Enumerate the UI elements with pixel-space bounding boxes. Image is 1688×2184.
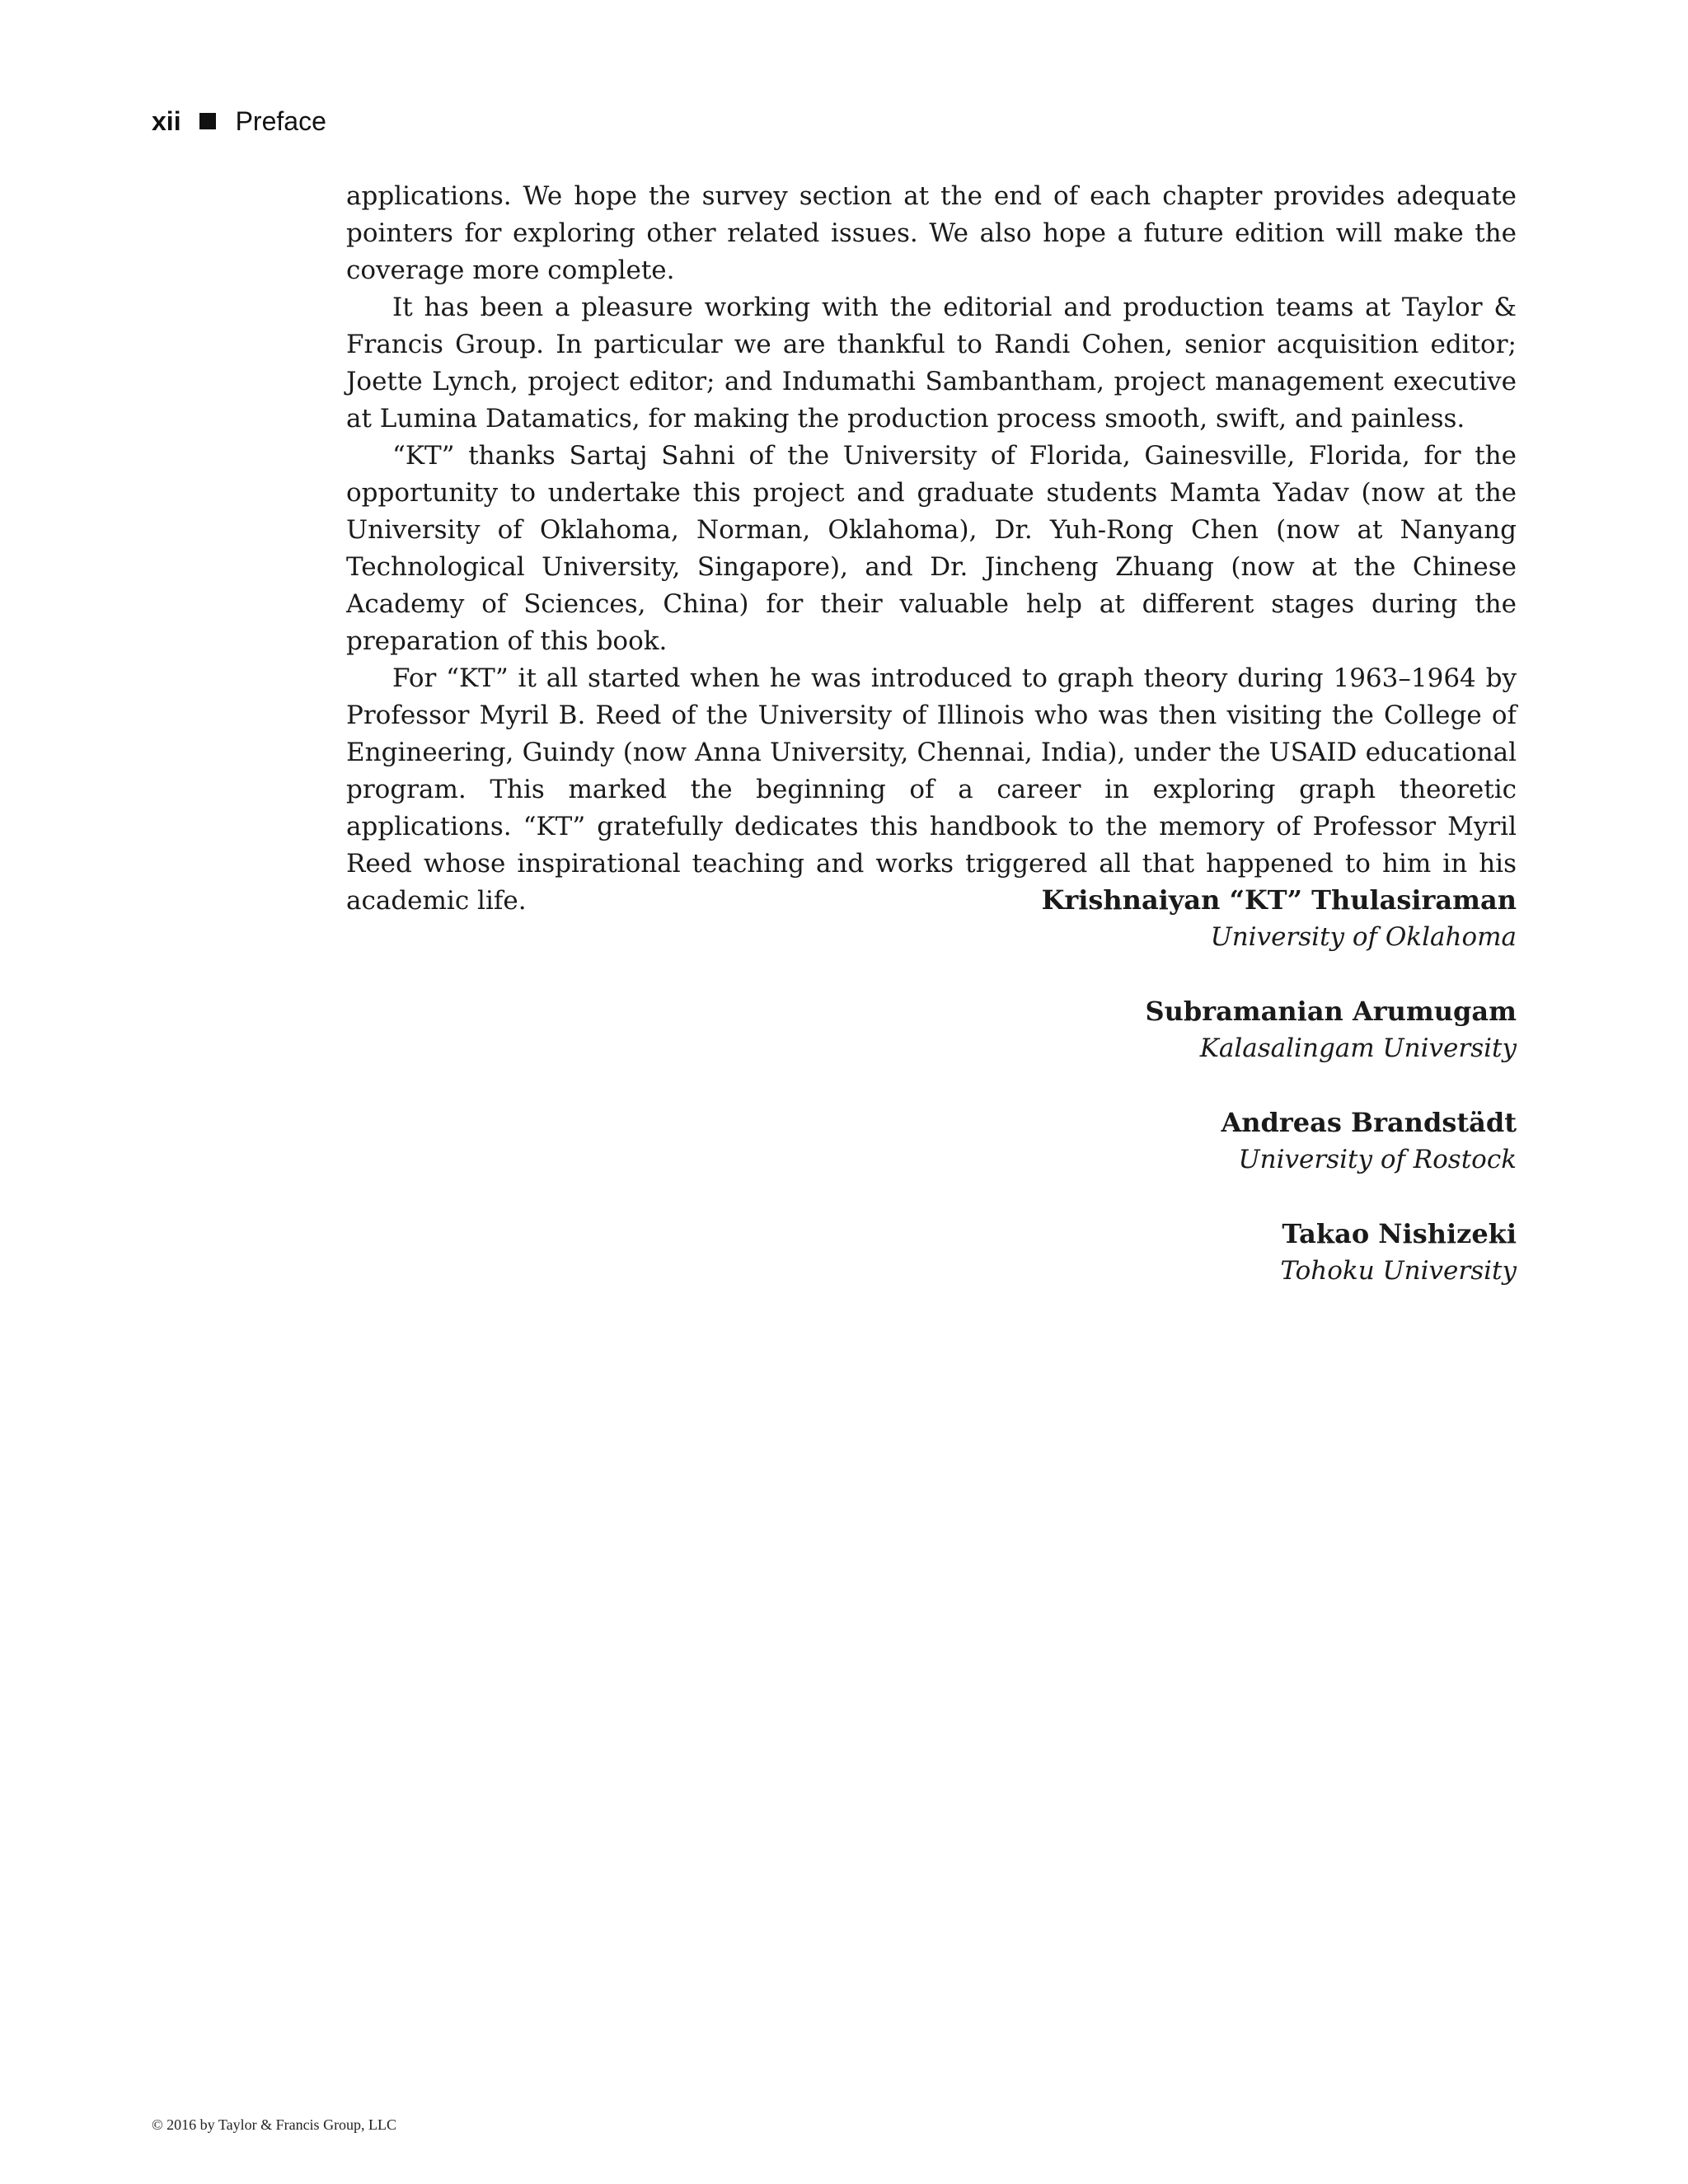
author-name: Krishnaiyan “KT” Thulasiraman <box>1041 884 1517 916</box>
running-head-section: Preface <box>235 105 326 136</box>
signature-block <box>857 993 1517 1067</box>
copyright-footer: © 2016 by Taylor & Francis Group, LLC <box>152 2116 397 2133</box>
paragraph-continued: applications. We hope the survey section at the end of each chapter provides adequate pointers for exploring other related issues. We also hope a future edition will make the coverage more complete. <box>346 181 1517 285</box>
signature-block <box>857 1216 1517 1290</box>
author-affiliation: University of Oklahoma <box>1210 922 1517 952</box>
paragraph-dedication: For “KT” it all started when he was introduced to graph theory during 1963–1964 by Professor Myril B. Reed of the University of Illinois who was then visiting the College of Engineering, Guindy (now Anna University, Chennai, India), under the USAID educational program. This marked the beginning of a career in exploring graph theoretic applications. “KT” gratefully dedicates this handbook to the memory of Professor Myril Reed whose inspirational teaching and works triggered all that happened to him in his academic life. <box>346 663 1517 916</box>
square-bullet-icon <box>199 113 216 129</box>
signature-block <box>857 1104 1517 1179</box>
author-affiliation: Tohoku University <box>1280 1256 1517 1286</box>
preface-body <box>346 178 1517 920</box>
author-name: Andreas Brandstädt <box>1221 1107 1517 1138</box>
page-number: xii <box>152 105 181 136</box>
paragraph-acknowledgement-students: “KT” thanks Sartaj Sahni of the University of Florida, Gainesville, Florida, for the opportunity to undertake this project and graduate students Mamta Yadav (now at the University of Oklahoma, Norman, Oklahoma), Dr. Yuh-Rong Chen (now at Nanyang Technological University, Singapore), and Dr. Jincheng Zhuang (now at the Chinese Academy of Sciences, China) for their valuable help at different stages during the preparation of this book. <box>346 441 1517 656</box>
running-head <box>152 104 326 138</box>
signature-block <box>857 882 1517 956</box>
author-name: Subramanian Arumugam <box>1145 996 1517 1027</box>
author-name: Takao Nishizeki <box>1282 1218 1517 1249</box>
paragraph-acknowledgement-publisher: It has been a pleasure working with the editorial and production teams at Taylor & Francis Group. In particular we are thankful to Randi Cohen, senior acquisition editor; Joette Lynch, project editor; and Indumathi Sambantham, project management executive at Lumina Datamatics, for making the production process smooth, swift, and painless. <box>346 293 1517 434</box>
author-signatures <box>857 882 1517 1327</box>
author-affiliation: Kalasalingam University <box>1199 1033 1517 1063</box>
author-affiliation: University of Rostock <box>1238 1145 1517 1174</box>
